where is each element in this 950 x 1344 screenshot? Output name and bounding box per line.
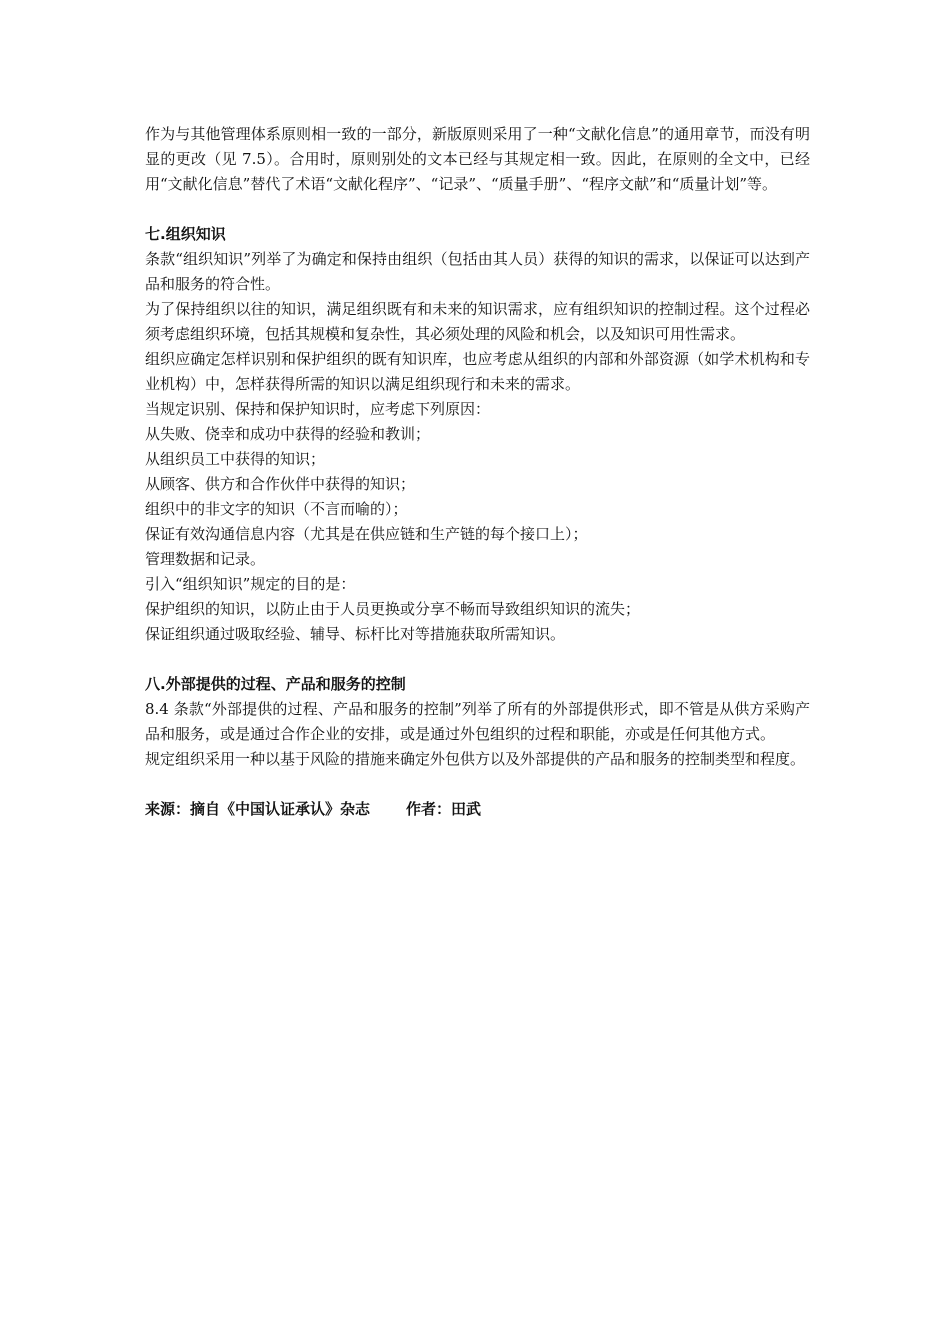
section-7-heading: 七.组织知识 (145, 225, 226, 243)
section-7-line-3: 组织应确定怎样识别和保护组织的既有知识库，也应考虑从组织的内部和外部资源（如学术机构和专业机构）中，怎样获得所需的知识以满足组织现行和未来的需求。 (145, 350, 810, 393)
section-7-line-5: 从失败、侥幸和成功中获得的经验和教训； (145, 425, 431, 443)
author-text: 作者：田武 (406, 800, 482, 818)
section-7-line-8: 组织中的非文字的知识（不言而喻的）； (145, 500, 408, 518)
section-7-line-4: 当规定识别、保持和保护知识时，应考虑下列原因： (145, 400, 491, 418)
section-7-line-12: 保护组织的知识，以防止由于人员更换或分享不畅而导致组织知识的流失； (145, 600, 641, 618)
intro-paragraph: 作为与其他管理体系原则相一致的一部分，新版原则采用了一种“文献化信息”的通用章节，而没有明显的更改（见 7.5）。合用时，原则别处的文本已经与其规定相一致。因此，在原则的全文中，已经用“文献化信息”替代了术语“文献化程序”、“记录”、“质量手册”、“程序文献”和“质量计划”等。 (145, 125, 810, 193)
section-7-line-1: 条款“组织知识”列举了为确定和保持由组织（包括由其人员）获得的知识的需求，以保证可以达到产品和服务的符合性。 (145, 250, 810, 293)
source-footer (145, 797, 810, 822)
section-8-line-2: 规定组织采用一种以基于风险的措施来确定外包供方以及外部提供的产品和服务的控制类型和程度。 (145, 750, 806, 768)
section-7-line-11: 引入“组织知识”规定的目的是： (145, 575, 356, 593)
section-8-heading: 八.外部提供的过程、产品和服务的控制 (145, 675, 406, 693)
section-7-line-7: 从顾客、供方和合作伙伴中获得的知识； (145, 475, 416, 493)
section-7-line-9: 保证有效沟通信息内容（尤其是在供应链和生产链的每个接口上）； (145, 525, 588, 543)
section-7-line-13: 保证组织通过吸取经验、辅导、标杆比对等措施获取所需知识。 (145, 625, 566, 643)
section-8-line-1: 8.4 条款“外部提供的过程、产品和服务的控制”列举了所有的外部提供形式，即不管是从供方采购产品和服务，或是通过合作企业的安排，或是通过外包组织的过程和职能，亦或是任何其他方式。 (145, 700, 810, 743)
document-page (145, 122, 810, 822)
section-7-line-6: 从组织员工中获得的知识； (145, 450, 326, 468)
section-7-line-10: 管理数据和记录。 (145, 550, 266, 568)
section-7-line-2: 为了保持组织以往的知识，满足组织既有和未来的知识需求，应有组织知识的控制过程。这个过程必须考虑组织环境，包括其规模和复杂性，其必须处理的风险和机会，以及知识可用性需求。 (145, 300, 810, 343)
source-text: 来源：摘自《中国认证承认》杂志 (145, 800, 371, 818)
